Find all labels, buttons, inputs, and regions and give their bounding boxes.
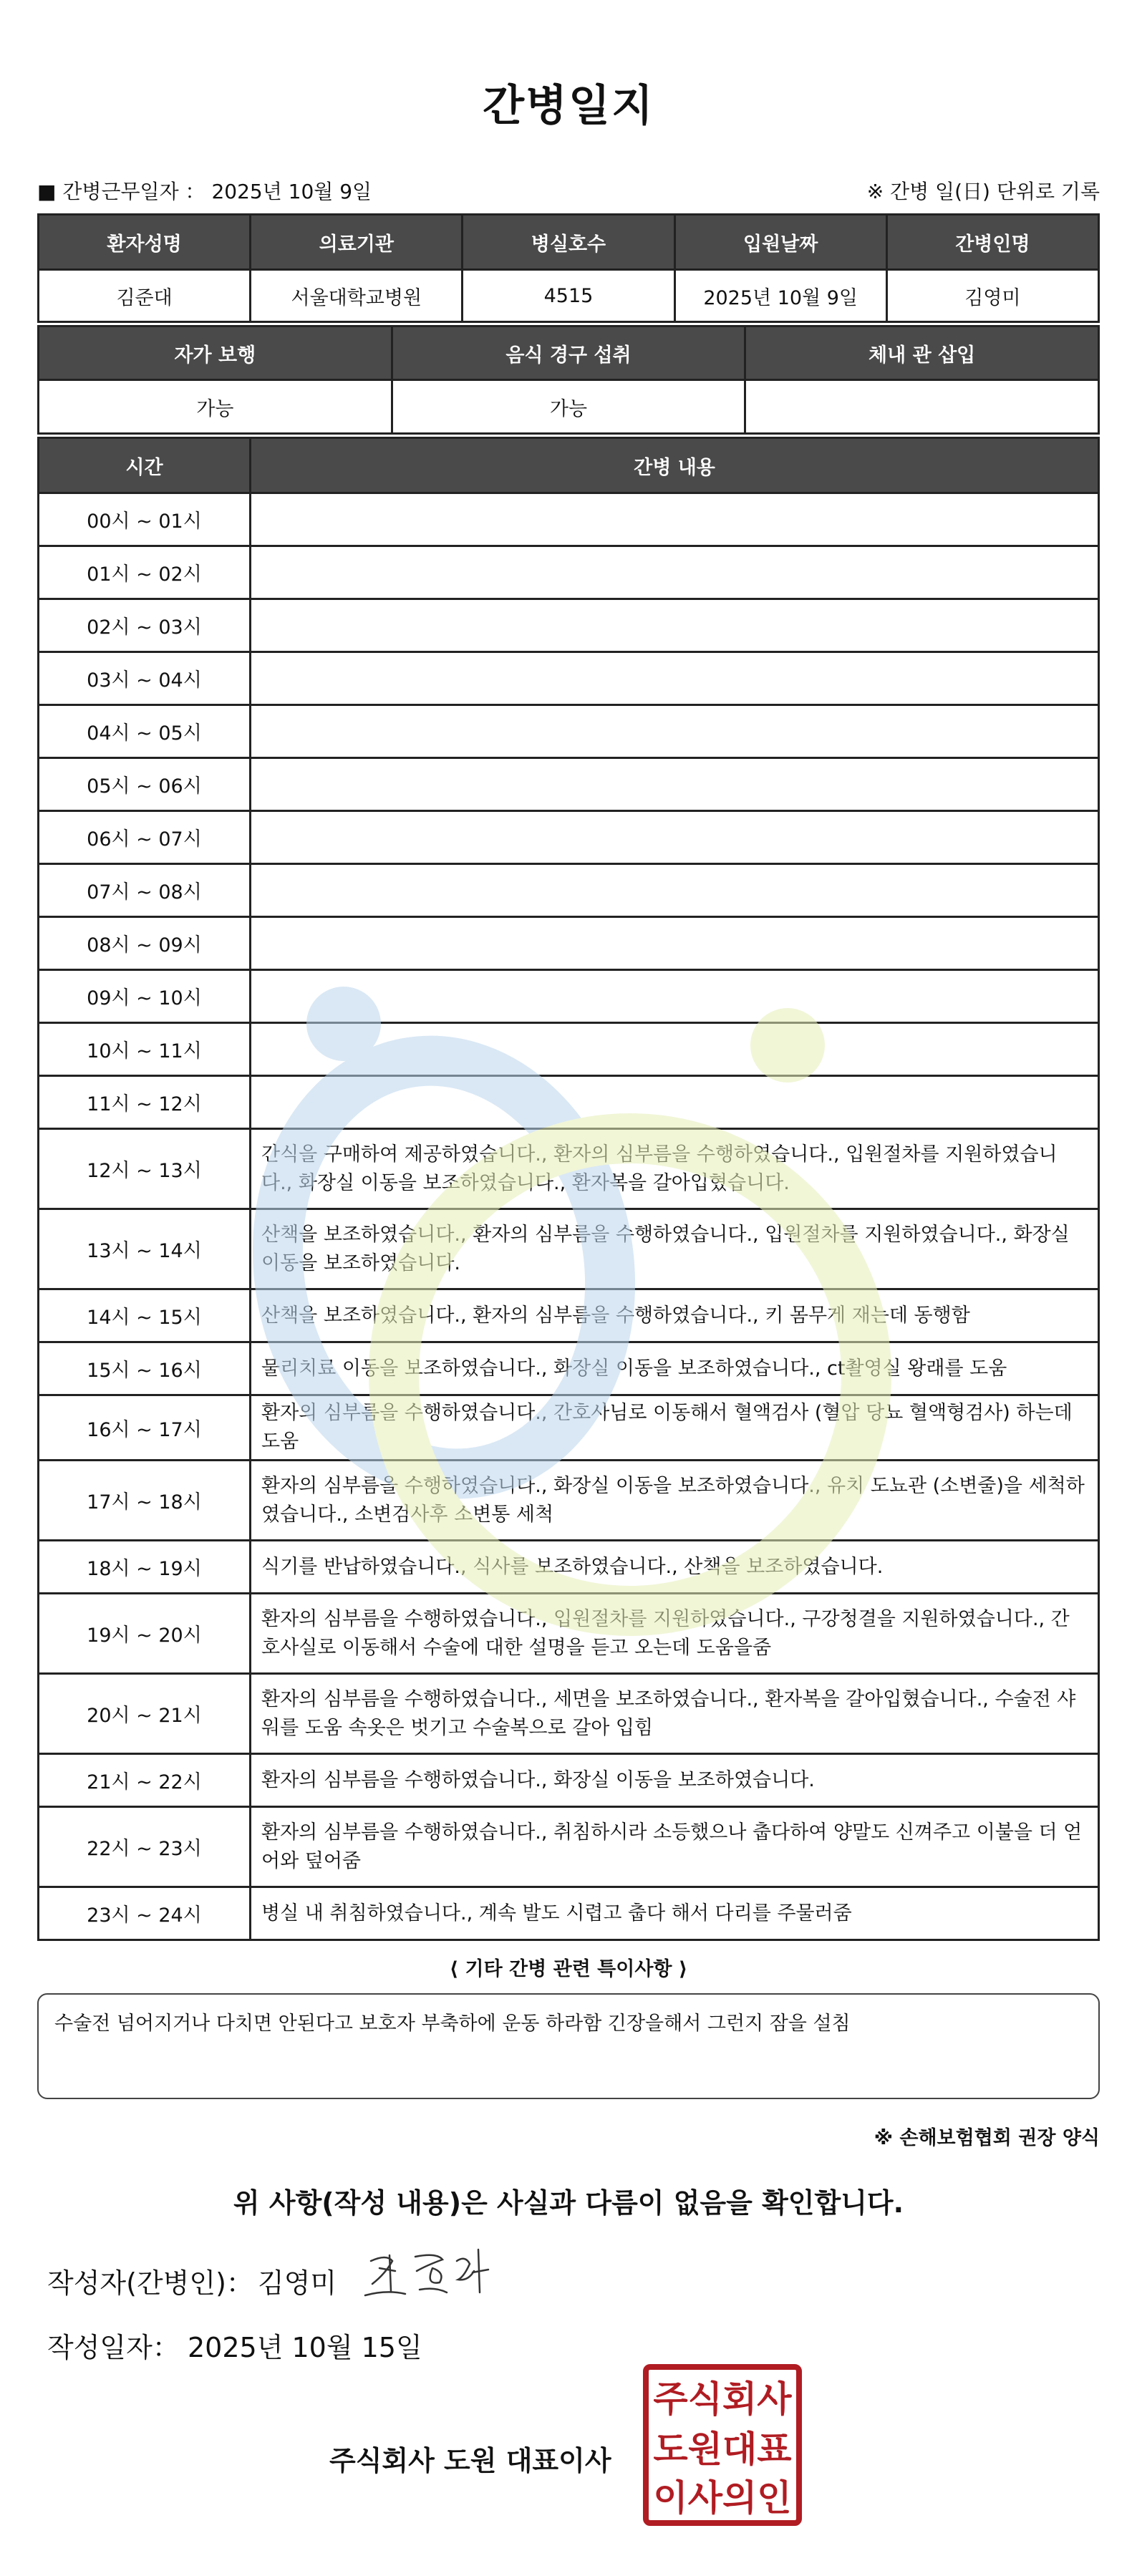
- header-content: 간병 내용: [251, 438, 1099, 493]
- header-patient-name: 환자성명: [39, 215, 251, 270]
- row-content: 환자의 심부름을 수행하였습니다., 화장실 이동을 보조하였습니다.: [251, 1754, 1099, 1807]
- table-row: [39, 1289, 1099, 1342]
- table-row: [39, 1594, 1099, 1674]
- recommend-note: ※ 손해보험협회 권장 양식: [874, 2127, 1100, 2149]
- row-content: [251, 599, 1099, 652]
- confirmation-statement: 위 사항(작성 내용)은 사실과 다름이 없음을 확인합니다.: [233, 2187, 904, 2219]
- row-content: 환자의 심부름을 수행하였습니다., 간호사님로 이동해서 혈액검사 (혈압 당뇨 혈액형검사) 하는데 도움: [251, 1395, 1099, 1461]
- row-time: 17시 ~ 18시: [39, 1461, 251, 1541]
- row-content: [251, 917, 1099, 970]
- special-notes-title: ⟨ 기타 간병 관련 특이사항 ⟩: [449, 1958, 688, 1980]
- handwritten-signature: [358, 2240, 494, 2304]
- row-time: 13시 ~ 14시: [39, 1209, 251, 1289]
- row-content: 환자의 심부름을 수행하였습니다., 취침하시라 소등했으나 춥다하여 양말도 신껴주고 이불을 더 얻어와 덮어줌: [251, 1807, 1099, 1887]
- row-content: 병실 내 취침하였습니다., 계속 발도 시렵고 춥다 해서 다리를 주물러줌: [251, 1887, 1099, 1940]
- table-row: [39, 1342, 1099, 1395]
- written-date: 2025년 10월 15일: [188, 2332, 422, 2363]
- walking-value: 가능: [39, 380, 392, 434]
- row-time: 15시 ~ 16시: [39, 1342, 251, 1395]
- row-time: 23시 ~ 24시: [39, 1887, 251, 1940]
- row-content: [251, 864, 1099, 917]
- table-row: [39, 1541, 1099, 1594]
- table-row: [39, 1887, 1099, 1940]
- caregiver-name: 김영미: [886, 270, 1098, 322]
- row-time: 12시 ~ 13시: [39, 1129, 251, 1209]
- row-time: 10시 ~ 11시: [39, 1023, 251, 1076]
- table-row: [39, 1674, 1099, 1754]
- company-representative: 주식회사 도원 대표이사: [329, 2445, 611, 2476]
- row-content: [251, 970, 1099, 1023]
- room-number: 4515: [463, 270, 674, 322]
- oral-intake-value: 가능: [392, 380, 745, 434]
- table-row: [39, 758, 1099, 811]
- row-content: [251, 1076, 1099, 1129]
- company-seal-stamp: [642, 2363, 803, 2527]
- row-content: 환자의 심부름을 수행하였습니다., 입원절차를 지원하였습니다., 구강청결을 지원하였습니다., 간호사실로 이동해서 수술에 대한 설명을 듣고 오는데 도움을줌: [251, 1594, 1099, 1674]
- row-time: 08시 ~ 09시: [39, 917, 251, 970]
- row-time: 16시 ~ 17시: [39, 1395, 251, 1461]
- row-time: 11시 ~ 12시: [39, 1076, 251, 1129]
- special-notes-content: 수술전 넘어지거나 다치면 안된다고 보호자 부축하에 운동 하라함 긴장을해서 그런지 잠을 설침: [54, 2013, 851, 2035]
- table-row: [39, 546, 1099, 599]
- header-walking: 자가 보행: [39, 326, 392, 380]
- table-row: [39, 917, 1099, 970]
- row-content: [251, 1023, 1099, 1076]
- row-time: 05시 ~ 06시: [39, 758, 251, 811]
- ability-table: [37, 325, 1100, 435]
- header-room: 병실호수: [463, 215, 674, 270]
- row-time: 21시 ~ 22시: [39, 1754, 251, 1807]
- table-row: [39, 970, 1099, 1023]
- header-caregiver: 간병인명: [886, 215, 1098, 270]
- row-content: [251, 705, 1099, 758]
- row-content: 환자의 심부름을 수행하였습니다., 화장실 이동을 보조하였습니다., 유치 도뇨관 (소변줄)을 세척하였습니다., 소변검사후 소변통 세척: [251, 1461, 1099, 1541]
- work-date: ■ 간병근무일자 ： 2025년 10월 9일: [37, 180, 372, 203]
- row-time: 06시 ~ 07시: [39, 811, 251, 864]
- tube-value: [745, 380, 1099, 434]
- svg-text:이사의인: 이사의인: [653, 2477, 792, 2519]
- unit-note: ※ 간병 일(日) 단위로 기록: [866, 180, 1100, 203]
- header-tube: 체내 관 삽입: [745, 326, 1099, 380]
- written-date-label: 작성일자：: [47, 2332, 180, 2363]
- svg-text:도원대표: 도원대표: [653, 2429, 792, 2470]
- writer-name: 김영미: [258, 2267, 337, 2299]
- patient-name: 김준대: [39, 270, 251, 322]
- row-time: 00시 ~ 01시: [39, 493, 251, 546]
- table-row: [39, 1129, 1099, 1209]
- svg-text:주식회사: 주식회사: [653, 2378, 792, 2420]
- row-content: [251, 758, 1099, 811]
- row-time: 09시 ~ 10시: [39, 970, 251, 1023]
- table-row: [39, 1209, 1099, 1289]
- row-content: [251, 546, 1099, 599]
- header-time: 시간: [39, 438, 251, 493]
- table-row: [39, 493, 1099, 546]
- row-time: 01시 ~ 02시: [39, 546, 251, 599]
- row-time: 22시 ~ 23시: [39, 1807, 251, 1887]
- header-hospital: 의료기관: [251, 215, 463, 270]
- care-log-table: [37, 437, 1100, 1941]
- row-content: 환자의 심부름을 수행하였습니다., 세면을 보조하였습니다., 환자복을 갈아입혔습니다., 수술전 샤워를 도움 속옷은 벗기고 수술복으로 갈아 입힘: [251, 1674, 1099, 1754]
- table-row: [39, 599, 1099, 652]
- row-content: [251, 493, 1099, 546]
- row-content: [251, 652, 1099, 705]
- writer-label: 작성자(간병인)：: [47, 2267, 253, 2299]
- table-row: [39, 705, 1099, 758]
- page-title: 간병일지: [483, 81, 654, 131]
- table-row: [39, 1754, 1099, 1807]
- row-time: 20시 ~ 21시: [39, 1674, 251, 1754]
- header-admission-date: 입원날짜: [674, 215, 886, 270]
- header-oral-intake: 음식 경구 섭취: [392, 326, 745, 380]
- table-row: [39, 864, 1099, 917]
- row-time: 18시 ~ 19시: [39, 1541, 251, 1594]
- row-content: 산책을 보조하였습니다., 환자의 심부름을 수행하였습니다., 키 몸무게 재는데 동행함: [251, 1289, 1099, 1342]
- patient-info-table: [37, 213, 1100, 323]
- table-row: [39, 652, 1099, 705]
- row-time: 07시 ~ 08시: [39, 864, 251, 917]
- row-content: 물리치료 이동을 보조하였습니다., 화장실 이동을 보조하였습니다., ct촬영실 왕래를 도움: [251, 1342, 1099, 1395]
- table-row: [39, 1395, 1099, 1461]
- hospital: 서울대학교병원: [251, 270, 463, 322]
- table-row: [39, 1076, 1099, 1129]
- row-content: 식기를 반납하였습니다., 식사를 보조하였습니다., 산책을 보조하였습니다.: [251, 1541, 1099, 1594]
- table-row: [39, 811, 1099, 864]
- row-content: [251, 811, 1099, 864]
- row-time: 04시 ~ 05시: [39, 705, 251, 758]
- row-time: 03시 ~ 04시: [39, 652, 251, 705]
- admission-date: 2025년 10월 9일: [674, 270, 886, 322]
- row-time: 02시 ~ 03시: [39, 599, 251, 652]
- special-notes-box: [37, 1993, 1100, 2099]
- table-row: [39, 1023, 1099, 1076]
- table-row: [39, 1461, 1099, 1541]
- row-time: 19시 ~ 20시: [39, 1594, 251, 1674]
- table-row: [39, 1807, 1099, 1887]
- row-content: 간식을 구매하여 제공하였습니다., 환자의 심부름을 수행하였습니다., 입원절차를 지원하였습니다., 화장실 이동을 보조하였습니다., 환자복을 갈아입혔습니다.: [251, 1129, 1099, 1209]
- row-time: 14시 ~ 15시: [39, 1289, 251, 1342]
- row-content: 산책을 보조하였습니다., 환자의 심부름을 수행하였습니다., 입원절차를 지원하였습니다., 화장실 이동을 보조하였습니다.: [251, 1209, 1099, 1289]
